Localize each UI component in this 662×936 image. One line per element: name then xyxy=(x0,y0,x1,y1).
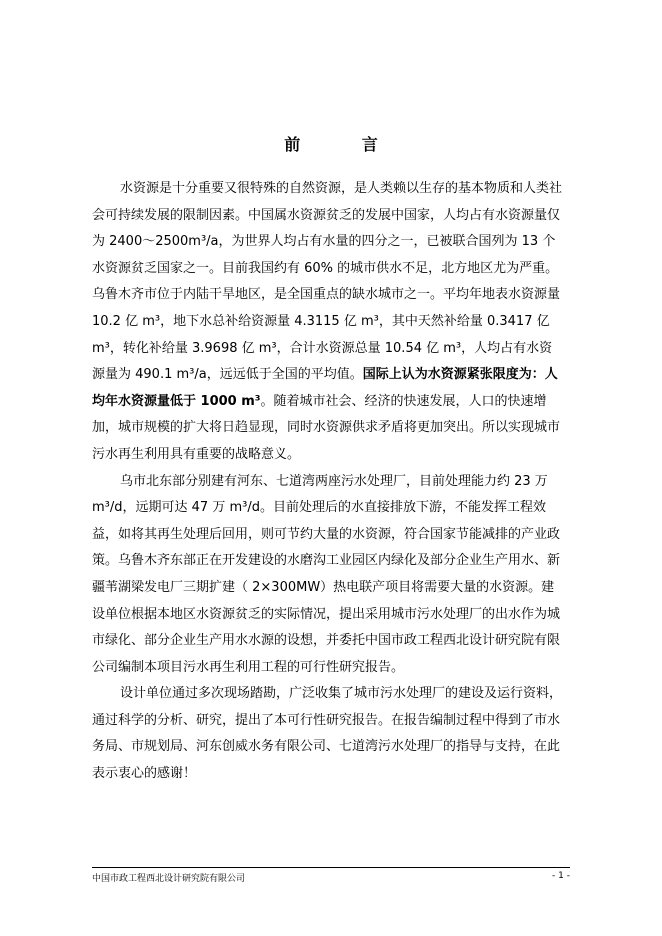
paragraph-3: 设计单位通过多次现场踏勘，广泛收集了城市污水处理厂的建设及运行资料，通过科学的分析、研究，提出了本可行性研究报告。在报告编制过程中得到了市水务局、市规划局、河东创威水务有限公司、七道湾污水处理厂的指导与支持，在此表示衷心的感谢！ xyxy=(92,686,563,782)
paragraph-2: 乌市北东部分别建有河东、七道湾两座污水处理厂，目前处理能力约 23 万 m³/d，远期可达 47 万 m³/d。目前处理后的水直接排放下游，不能发挥工程效益，如将其再生处理后回用，则可节约大量的水资源，符合国家节能减排的产业政策。乌鲁木齐东部正在开发建设的水磨沟工业园区内绿化及部分企业生产用水、新疆苇湖梁发电厂三期扩建（ 2×300MW）热电联产项目将需要大量的水资源。建设单位根据本地区水资源贫乏的实际情况，提出采用城市污水处理厂的出水作为城市绿化、部分企业生产用水水源的设想，并委托中国市政工程西北设计研究院有限公司编制本项目污水再生利用工程的可行性研究报告。 xyxy=(92,473,561,675)
page-title: 前 言 xyxy=(284,135,406,154)
footer-page-number: - 1 - xyxy=(552,871,570,881)
footer-company: 中国市政工程西北设计研究院有限公司 xyxy=(92,874,246,884)
paragraph-1-text: 水资源是十分重要又很特殊的自然资源，是人类赖以生存的基本物质和人类社会可持续发展的限制因素。中国属水资源贫乏的发展中国家，人均占有水资源量仅为 2400～2500m³/a，为世界人均占有水量的四分之一，已被联合国列为 13 个水资源贫乏国家之一。目前我国约有 60% 的城市供水不足，北方地区尤为严重。乌鲁木齐市位于内陆干旱地区，是全国重点的缺水城市之一。平均年地表水资源量 10.2 亿 m³，地下水总补给资源量 4.3115 亿 m³，其中天然补给量 0.3417 亿 m³，转化补给量 3.9698 亿 m³，合计水资源总量 10.54 亿 m³，人均占有水资源量为 490.1 m³/a，远远低于全国的平均值。 xyxy=(92,181,563,383)
body-text xyxy=(92,176,564,788)
paragraph-1-bold-text: 国际上认为水资源紧张限度为：人均年水资源量低于 1000 m³ xyxy=(92,367,558,409)
footer-divider xyxy=(92,867,570,868)
paragraph-1 xyxy=(92,176,564,469)
paragraph-1-rest-text: 。随着城市社会、经济的快速发展，人口的快速增加，城市规模的扩大将日趋显现，同时水资源供求矛盾将更加突出。所以实现城市污水再生利用具有重要的战略意义。 xyxy=(92,393,561,462)
